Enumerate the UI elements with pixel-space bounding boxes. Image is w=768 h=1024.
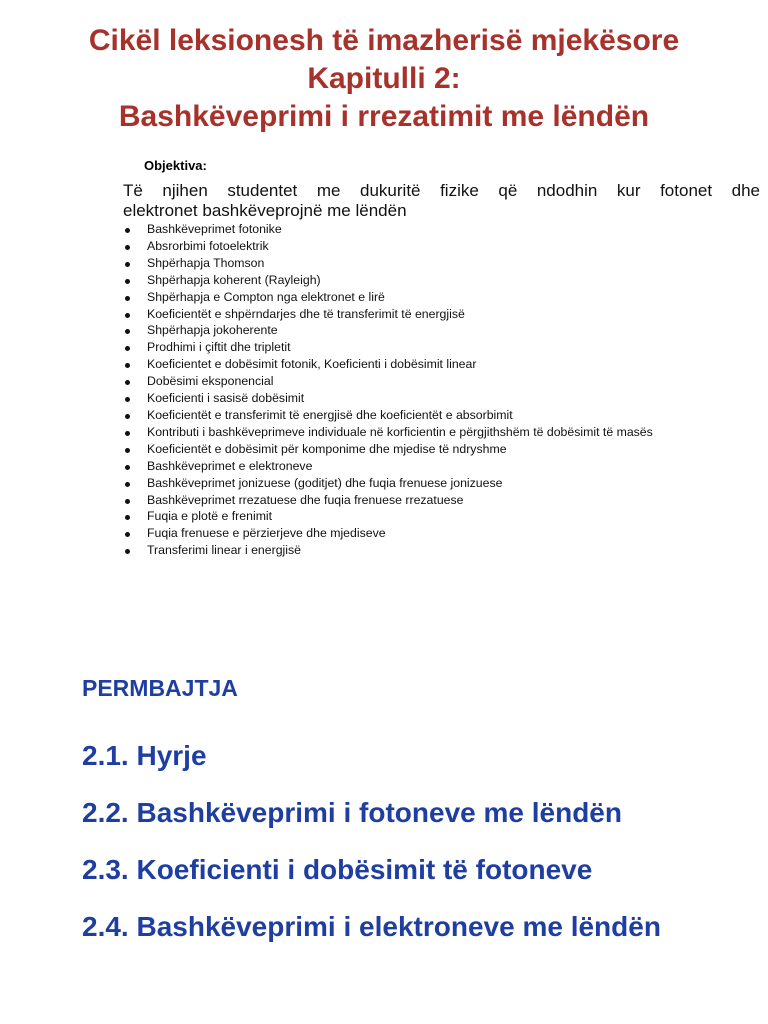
objective-item [123, 525, 653, 542]
objective-item [123, 492, 653, 509]
objective-item [123, 306, 653, 323]
bullet-icon [125, 515, 130, 520]
objective-item [123, 339, 653, 356]
objective-item [123, 508, 653, 525]
objective-item-text: Bashkëveprimet e elektroneve [147, 458, 313, 473]
bullet-icon [125, 313, 130, 318]
objective-item [123, 390, 653, 407]
contents-item: 2.3. Koeficienti i dobësimit të fotoneve [82, 854, 593, 885]
bullet-icon [125, 363, 130, 368]
bullet-icon [125, 262, 130, 267]
title-line-3: Bashkëveprimi i rrezatimit me lëndën [118, 100, 650, 133]
objective-item [123, 407, 653, 424]
bullet-icon [125, 380, 130, 385]
objective-item-text: Dobësimi eksponencial [147, 374, 274, 389]
objective-item [123, 356, 653, 373]
bullet-icon [125, 431, 130, 436]
objective-item-text: Transferimi linear i energjisë [147, 543, 301, 558]
objectives-intro [123, 181, 760, 221]
objective-item-text: Shpërhapja koherent (Rayleigh) [147, 272, 321, 287]
objective-item [123, 255, 653, 272]
bullet-icon [125, 465, 130, 470]
title-line-1: Cikël leksionesh të imazherisë mjekësore [88, 24, 680, 57]
objective-item-text: Bashkëveprimet jonizuese (goditjet) dhe fuqia frenuese jonizuese [147, 475, 503, 490]
objective-item-text: Koeficienti i sasisë dobësimit [147, 391, 305, 406]
objective-item-text: Bashkëveprimet rrezatuese dhe fuqia frenuese rrezatuese [147, 492, 464, 507]
bullet-icon [125, 532, 130, 537]
objective-item [123, 475, 653, 492]
objective-item-text: Koeficientet e dobësimit fotonik, Koeficienti i dobësimit linear [147, 357, 477, 372]
page-title [0, 22, 768, 136]
bullet-icon [125, 279, 130, 284]
bullet-icon [125, 245, 130, 250]
objective-item-text: Absrorbimi fotoelektrik [147, 238, 269, 253]
bullet-icon [125, 499, 130, 504]
title-line-2: Kapitulli 2: [307, 62, 461, 95]
bullet-icon [125, 549, 130, 554]
objective-item [123, 272, 653, 289]
bullet-icon [125, 329, 130, 334]
objectives-label: Objektiva: [144, 158, 207, 173]
objective-item-text: Fuqia e plotë e frenimit [147, 509, 273, 524]
intro-line-2: elektronet bashkëveprojnë me lëndën [123, 201, 407, 220]
contents-item: 2.4. Bashkëveprimi i elektroneve me lëndën [82, 911, 661, 942]
bullet-icon [125, 346, 130, 351]
intro-line-1: Të njihen studentet me dukuritë fizike që ndodhin kur fotonet dhe [123, 181, 760, 200]
objective-item [123, 238, 653, 255]
objective-item-text: Koeficientët e transferimit të energjisë dhe koeficientët e absorbimit [147, 407, 513, 422]
objective-item [123, 441, 653, 458]
objectives-list [123, 221, 653, 559]
contents-list [82, 737, 661, 965]
objective-item [123, 289, 653, 306]
bullet-icon [125, 228, 130, 233]
bullet-icon [125, 482, 130, 487]
bullet-icon [125, 414, 130, 419]
objective-item [123, 458, 653, 475]
objective-item [123, 542, 653, 559]
contents-item: 2.1. Hyrje [82, 740, 207, 771]
bullet-icon [125, 397, 130, 402]
objective-item-text: Fuqia frenuese e përzierjeve dhe mjediseve [147, 526, 386, 541]
objective-item [123, 424, 653, 441]
objective-item-text: Koeficientët e shpërndarjes dhe të transferimit të energjisë [147, 306, 465, 321]
bullet-icon [125, 296, 130, 301]
objective-item-text: Shpërhapja jokoherente [147, 323, 278, 338]
objective-item-text: Shpërhapja Thomson [147, 255, 265, 270]
objective-item-text: Shpërhapja e Compton nga elektronet e lirë [147, 289, 385, 304]
objective-item-text: Kontributi i bashkëveprimeve individuale në korficientin e përgjithshëm të dobësimit të masës [147, 424, 653, 439]
objective-item [123, 373, 653, 390]
objective-item [123, 322, 653, 339]
objective-item-text: Prodhimi i çiftit dhe tripletit [147, 340, 291, 355]
objective-item [123, 221, 653, 238]
objective-item-text: Koeficientët e dobësimit për komponime dhe mjedise të ndryshme [147, 441, 507, 456]
objective-item-text: Bashkëveprimet fotonike [147, 222, 282, 236]
contents-heading: PERMBAJTJA [82, 675, 238, 701]
bullet-icon [125, 448, 130, 453]
contents-item: 2.2. Bashkëveprimi i fotoneve me lëndën [82, 797, 622, 828]
